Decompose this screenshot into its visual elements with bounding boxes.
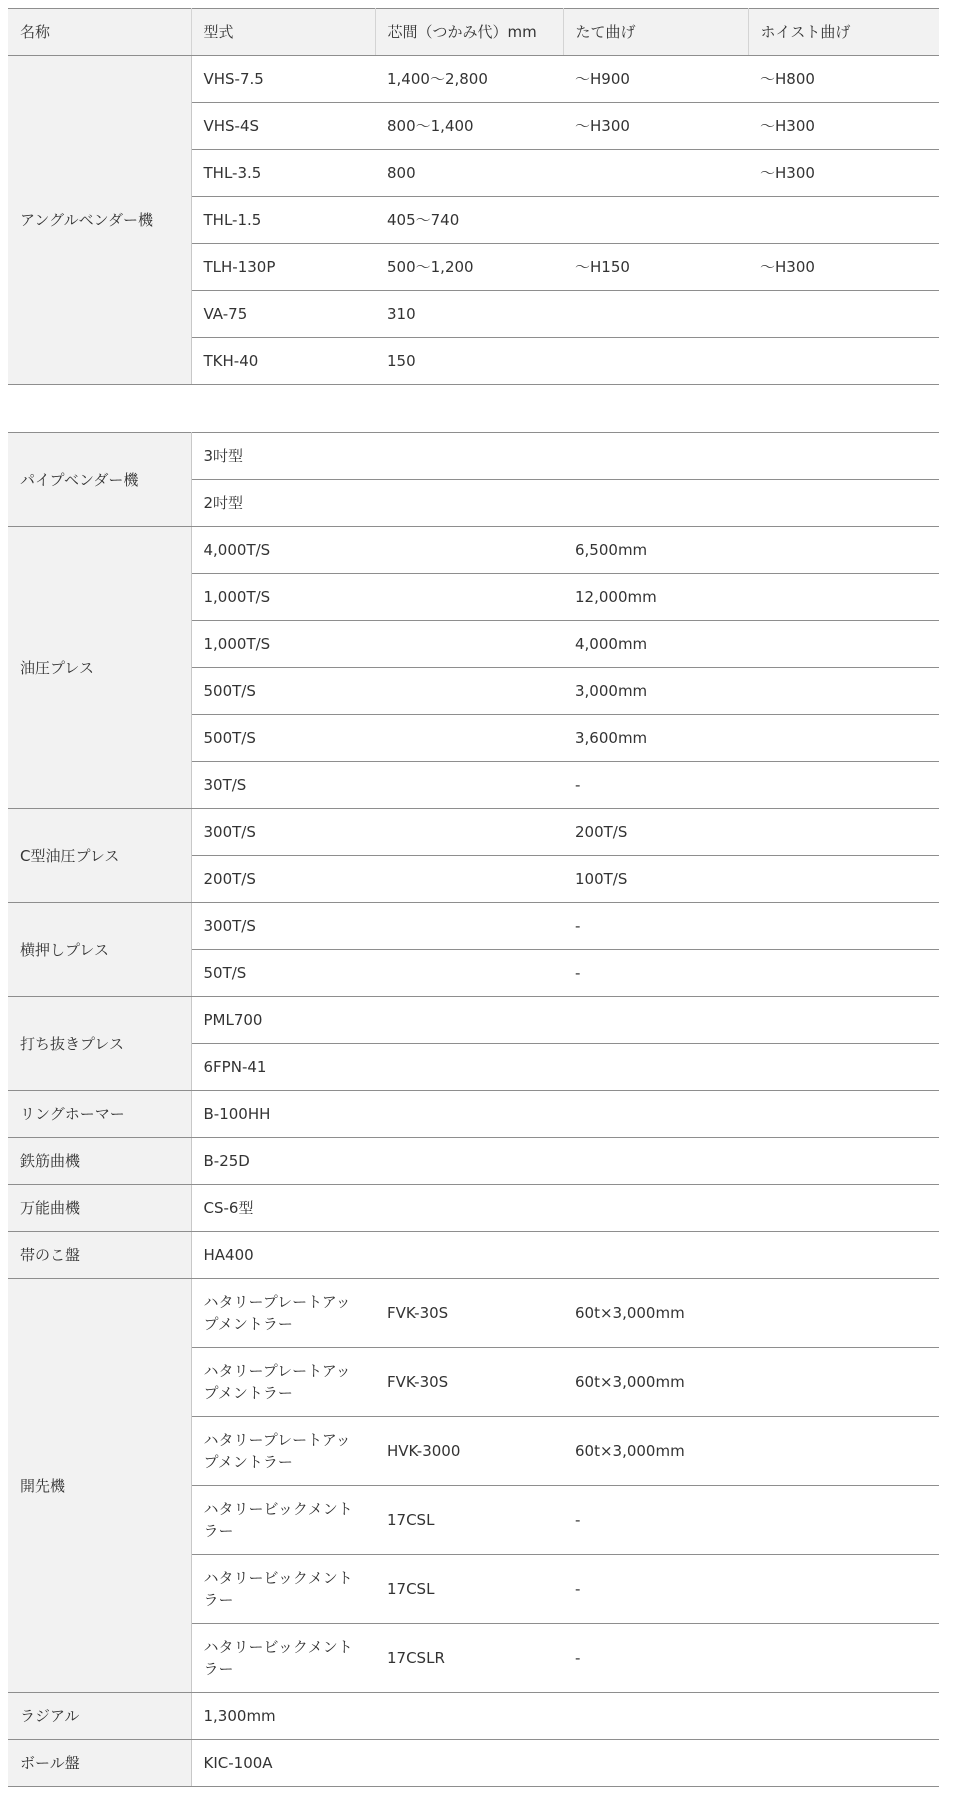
- spec-cell: -: [563, 1624, 939, 1693]
- machine-table: [8, 432, 939, 1787]
- model-cell: 1,300mm: [191, 1693, 939, 1740]
- model-cell: FVK-30S: [375, 1279, 563, 1348]
- group-name-punch-press: 打ち抜きプレス: [8, 997, 191, 1091]
- angle-bender-table: [8, 8, 939, 385]
- group-name-universal-bender: 万能曲機: [8, 1185, 191, 1232]
- group-name-band-saw: 帯のこ盤: [8, 1232, 191, 1279]
- group-name-radial: ラジアル: [8, 1693, 191, 1740]
- model-cell: 500T/S: [191, 715, 563, 762]
- table-row: [8, 1185, 939, 1232]
- spec-cell: 60t×3,000mm: [563, 1417, 939, 1486]
- table-row: [8, 56, 939, 103]
- core-cell: 150: [375, 338, 563, 385]
- model-cell: 300T/S: [191, 903, 563, 950]
- vertical-cell: ～H900: [563, 56, 748, 103]
- core-cell: 405～740: [375, 197, 563, 244]
- model-cell: CS-6型: [191, 1185, 939, 1232]
- spec-cell: -: [563, 903, 939, 950]
- vertical-cell: ～H300: [563, 103, 748, 150]
- model-cell: 17CSL: [375, 1555, 563, 1624]
- model-cell: 3吋型: [191, 433, 939, 480]
- model-cell: KIC-100A: [191, 1740, 939, 1787]
- model-cell: 17CSLR: [375, 1624, 563, 1693]
- group-name-side-press: 横押しプレス: [8, 903, 191, 997]
- model-cell: VHS-4S: [191, 103, 375, 150]
- vertical-cell: [563, 338, 748, 385]
- spec-cell: 200T/S: [563, 809, 939, 856]
- model-cell: 6FPN-41: [191, 1044, 939, 1091]
- table-row: [8, 1091, 939, 1138]
- spec-cell: -: [563, 762, 939, 809]
- model-cell: HA400: [191, 1232, 939, 1279]
- table-row: [8, 1138, 939, 1185]
- group-name-rebar-bender: 鉄筋曲機: [8, 1138, 191, 1185]
- model-cell: 4,000T/S: [191, 527, 563, 574]
- table-row: [8, 997, 939, 1044]
- group-name-pipe-bender: パイプベンダー機: [8, 433, 191, 527]
- hoist-cell: [748, 291, 939, 338]
- vertical-cell: [563, 291, 748, 338]
- group-name-ring-former: リングホーマー: [8, 1091, 191, 1138]
- model-cell: VHS-7.5: [191, 56, 375, 103]
- table-row: [8, 1279, 939, 1348]
- header-model: 型式: [191, 9, 375, 56]
- spec-cell: 3,000mm: [563, 668, 939, 715]
- header-name: 名称: [8, 9, 191, 56]
- spec-cell: -: [563, 1486, 939, 1555]
- model-cell: 17CSL: [375, 1486, 563, 1555]
- model-cell: B-25D: [191, 1138, 939, 1185]
- hoist-cell: ～H800: [748, 56, 939, 103]
- type-cell: ハタリープレートアップメントラー: [191, 1348, 375, 1417]
- model-cell: 30T/S: [191, 762, 563, 809]
- table-row: [8, 903, 939, 950]
- header-core-distance: 芯間（つかみ代）mm: [375, 9, 563, 56]
- model-cell: B-100HH: [191, 1091, 939, 1138]
- model-cell: TKH-40: [191, 338, 375, 385]
- hoist-cell: ～H300: [748, 150, 939, 197]
- header-row: [8, 9, 939, 56]
- spec-cell: -: [563, 1555, 939, 1624]
- spec-cell: 6,500mm: [563, 527, 939, 574]
- model-cell: 50T/S: [191, 950, 563, 997]
- table-row: [8, 433, 939, 480]
- model-cell: 300T/S: [191, 809, 563, 856]
- group-name-drill-press: ボール盤: [8, 1740, 191, 1787]
- group-name-c-press: C型油圧プレス: [8, 809, 191, 903]
- model-cell: FVK-30S: [375, 1348, 563, 1417]
- spec-cell: 100T/S: [563, 856, 939, 903]
- type-cell: ハタリープレートアップメントラー: [191, 1279, 375, 1348]
- table-row: [8, 1232, 939, 1279]
- table-row: [8, 527, 939, 574]
- vertical-cell: [563, 197, 748, 244]
- group-name-angle-bender: アングルベンダー機: [8, 56, 191, 385]
- spec-cell: 3,600mm: [563, 715, 939, 762]
- vertical-cell: ～H150: [563, 244, 748, 291]
- vertical-cell: [563, 150, 748, 197]
- model-cell: TLH-130P: [191, 244, 375, 291]
- core-cell: 800: [375, 150, 563, 197]
- table-row: [8, 809, 939, 856]
- model-cell: VA-75: [191, 291, 375, 338]
- core-cell: 800～1,400: [375, 103, 563, 150]
- table-row: [8, 1740, 939, 1787]
- group-name-hydraulic-press: 油圧プレス: [8, 527, 191, 809]
- header-hoist-bend: ホイスト曲げ: [748, 9, 939, 56]
- model-cell: 1,000T/S: [191, 621, 563, 668]
- type-cell: ハタリープレートアップメントラー: [191, 1417, 375, 1486]
- model-cell: THL-3.5: [191, 150, 375, 197]
- model-cell: 200T/S: [191, 856, 563, 903]
- core-cell: 500～1,200: [375, 244, 563, 291]
- model-cell: 1,000T/S: [191, 574, 563, 621]
- core-cell: 310: [375, 291, 563, 338]
- hoist-cell: [748, 197, 939, 244]
- spec-cell: 60t×3,000mm: [563, 1279, 939, 1348]
- model-cell: 500T/S: [191, 668, 563, 715]
- type-cell: ハタリービックメントラー: [191, 1486, 375, 1555]
- hoist-cell: [748, 338, 939, 385]
- hoist-cell: ～H300: [748, 244, 939, 291]
- type-cell: ハタリービックメントラー: [191, 1624, 375, 1693]
- model-cell: 2吋型: [191, 480, 939, 527]
- model-cell: PML700: [191, 997, 939, 1044]
- group-name-beveling: 開先機: [8, 1279, 191, 1693]
- model-cell: THL-1.5: [191, 197, 375, 244]
- spec-cell: 4,000mm: [563, 621, 939, 668]
- model-cell: HVK-3000: [375, 1417, 563, 1486]
- spec-cell: -: [563, 950, 939, 997]
- spec-cell: 60t×3,000mm: [563, 1348, 939, 1417]
- core-cell: 1,400～2,800: [375, 56, 563, 103]
- hoist-cell: ～H300: [748, 103, 939, 150]
- spec-cell: 12,000mm: [563, 574, 939, 621]
- header-vertical-bend: たて曲げ: [563, 9, 748, 56]
- table-row: [8, 1693, 939, 1740]
- type-cell: ハタリービックメントラー: [191, 1555, 375, 1624]
